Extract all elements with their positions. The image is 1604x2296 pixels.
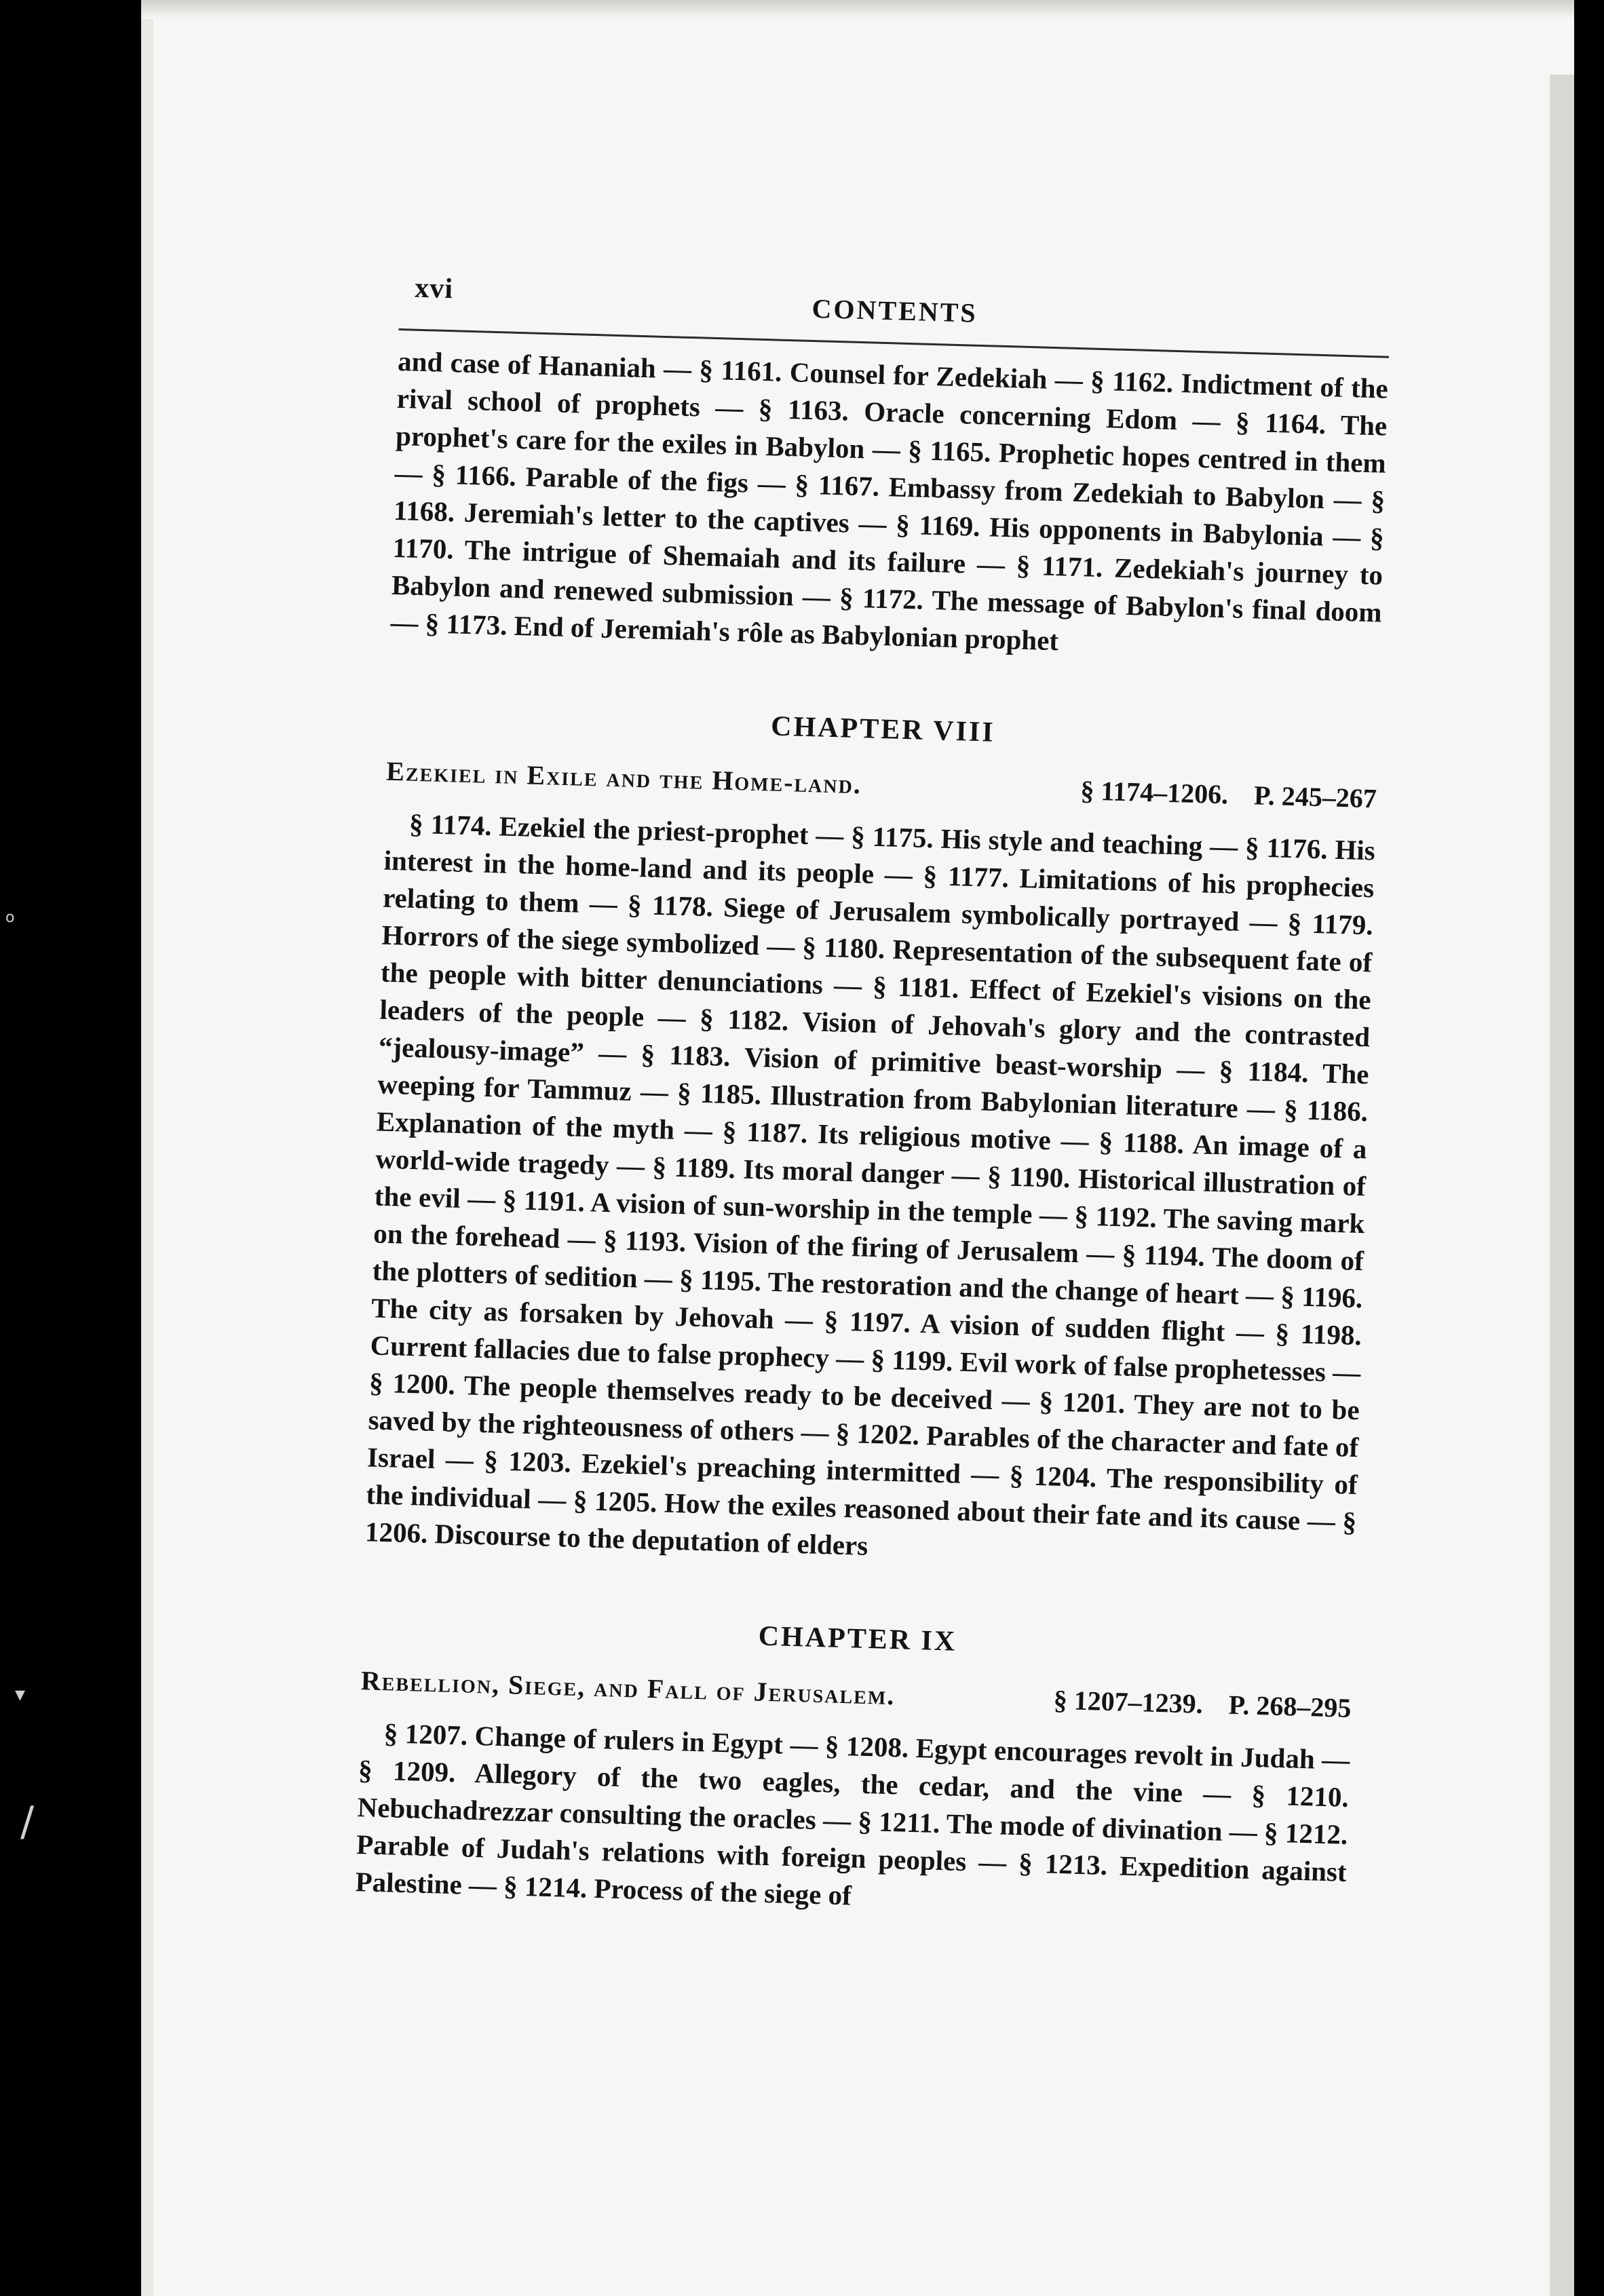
- chapter-title-line: [386, 755, 1377, 815]
- page-number: xvi: [414, 272, 454, 305]
- page-range: P. 245–267: [1253, 780, 1377, 814]
- chapter-title-line: [360, 1664, 1352, 1724]
- chapter-references: [1061, 774, 1377, 815]
- page-content: [355, 271, 1390, 1928]
- chapter-title: Rebellion, Siege, and Fall of Jerusalem.: [360, 1665, 896, 1711]
- page-edge: [1550, 75, 1574, 2296]
- chapter-heading: CHAPTER IX: [758, 1620, 957, 1658]
- chapter-references: [1034, 1683, 1352, 1724]
- chapter-heading: CHAPTER VIII: [770, 710, 996, 748]
- margin-speck: ▾: [15, 1683, 26, 1706]
- margin-speck: /: [20, 1798, 35, 1845]
- margin-speck: o: [5, 909, 15, 926]
- running-title: CONTENTS: [811, 292, 978, 328]
- page-range: P. 268–295: [1228, 1689, 1352, 1723]
- chapter-summary: § 1207. Change of rulers in Egypt — § 1208. Egypt encourages revolt in Judah — § 1209. Allegory of the two eagles, the cedar, and the vine — § 1210. Nebuchadrezzar consulting the oracles — § 1211. The mode of divination — § 1212. Parable of Judah's relations with foreign peoples — § 1213. Expedition against Palestine — § 1214. Process of the siege of: [355, 1717, 1350, 1911]
- section-range: § 1174–1206.: [1080, 775, 1229, 810]
- chapter-summary: § 1174. Ezekiel the priest-prophet — § 1175. His style and teaching — § 1176. His interest in the home-land and its people — § 1177. Limitations of his prophecies relating to them — § 1178. Siege of Jerusalem symbolically portrayed — § 1179. Horrors of the siege symbolized — § 1180. Representation of the subsequent fate of the people with bitter denunciations — § 1181. Effect of Ezekiel's visions on the leaders of the people — § 1182. Vision of Jehovah's glory and the contrasted “jealousy-image” — § 1183. Vision of primitive beast-worship — § 1184. The weeping for Tammuz — § 1185. Illustration from Babylonian literature — § 1186. Explanation of the myth — § 1187. Its religious motive — § 1188. An image of a world-wide tragedy — § 1189. Its moral danger — § 1190. Historical illustration of the evil — § 1191. A vision of sun-worship in the temple — § 1192. The saving mark on the forehead — § 1193. Vision of the firing of Jerusalem — § 1194. The doom of the plotters of sedition — § 1195. The restoration and the change of heart — § 1196. The city as forsaken by Jehovah — § 1197. A vision of sudden flight — § 1198. Current fallacies due to false prophecy — § 1199. Evil work of false prophetesses — § 1200. The people themselves ready to be deceived — § 1201. They are not to be saved by the righteousness of others — § 1202. Parables of the character and fate of Israel — § 1203. Ezekiel's preaching intermitted — § 1204. The responsibility of the individual — § 1205. How the exiles reasoned about their fate and its cause — § 1206. Discourse to the deputation of elders: [364, 807, 1376, 1561]
- page-top-shadow: [141, 0, 1574, 19]
- section-range: § 1207–1239.: [1053, 1684, 1204, 1719]
- continuation-paragraph: and case of Hananiah — § 1161. Counsel for Zedekiah — § 1162. Indictment of the rival school of prophets — § 1163. Oracle concerning Edom — § 1164. The prophet's care for the exiles in Babylon — § 1165. Prophetic hopes centred in them — § 1166. Parable of the figs — § 1167. Embassy from Zedekiah to Babylon — § 1168. Jeremiah's letter to the captives — § 1169. His opponents in Babylonia — § 1170. The intrigue of Shemaiah and its failure — § 1171. Zedekiah's journey to Babylon and renewed submission — § 1172. The message of Babylon's final doom — § 1173. End of Jeremiah's rôle as Babylonian prophet: [389, 345, 1389, 657]
- chapter-title: Ezekiel in Exile and the Home-land.: [385, 755, 862, 800]
